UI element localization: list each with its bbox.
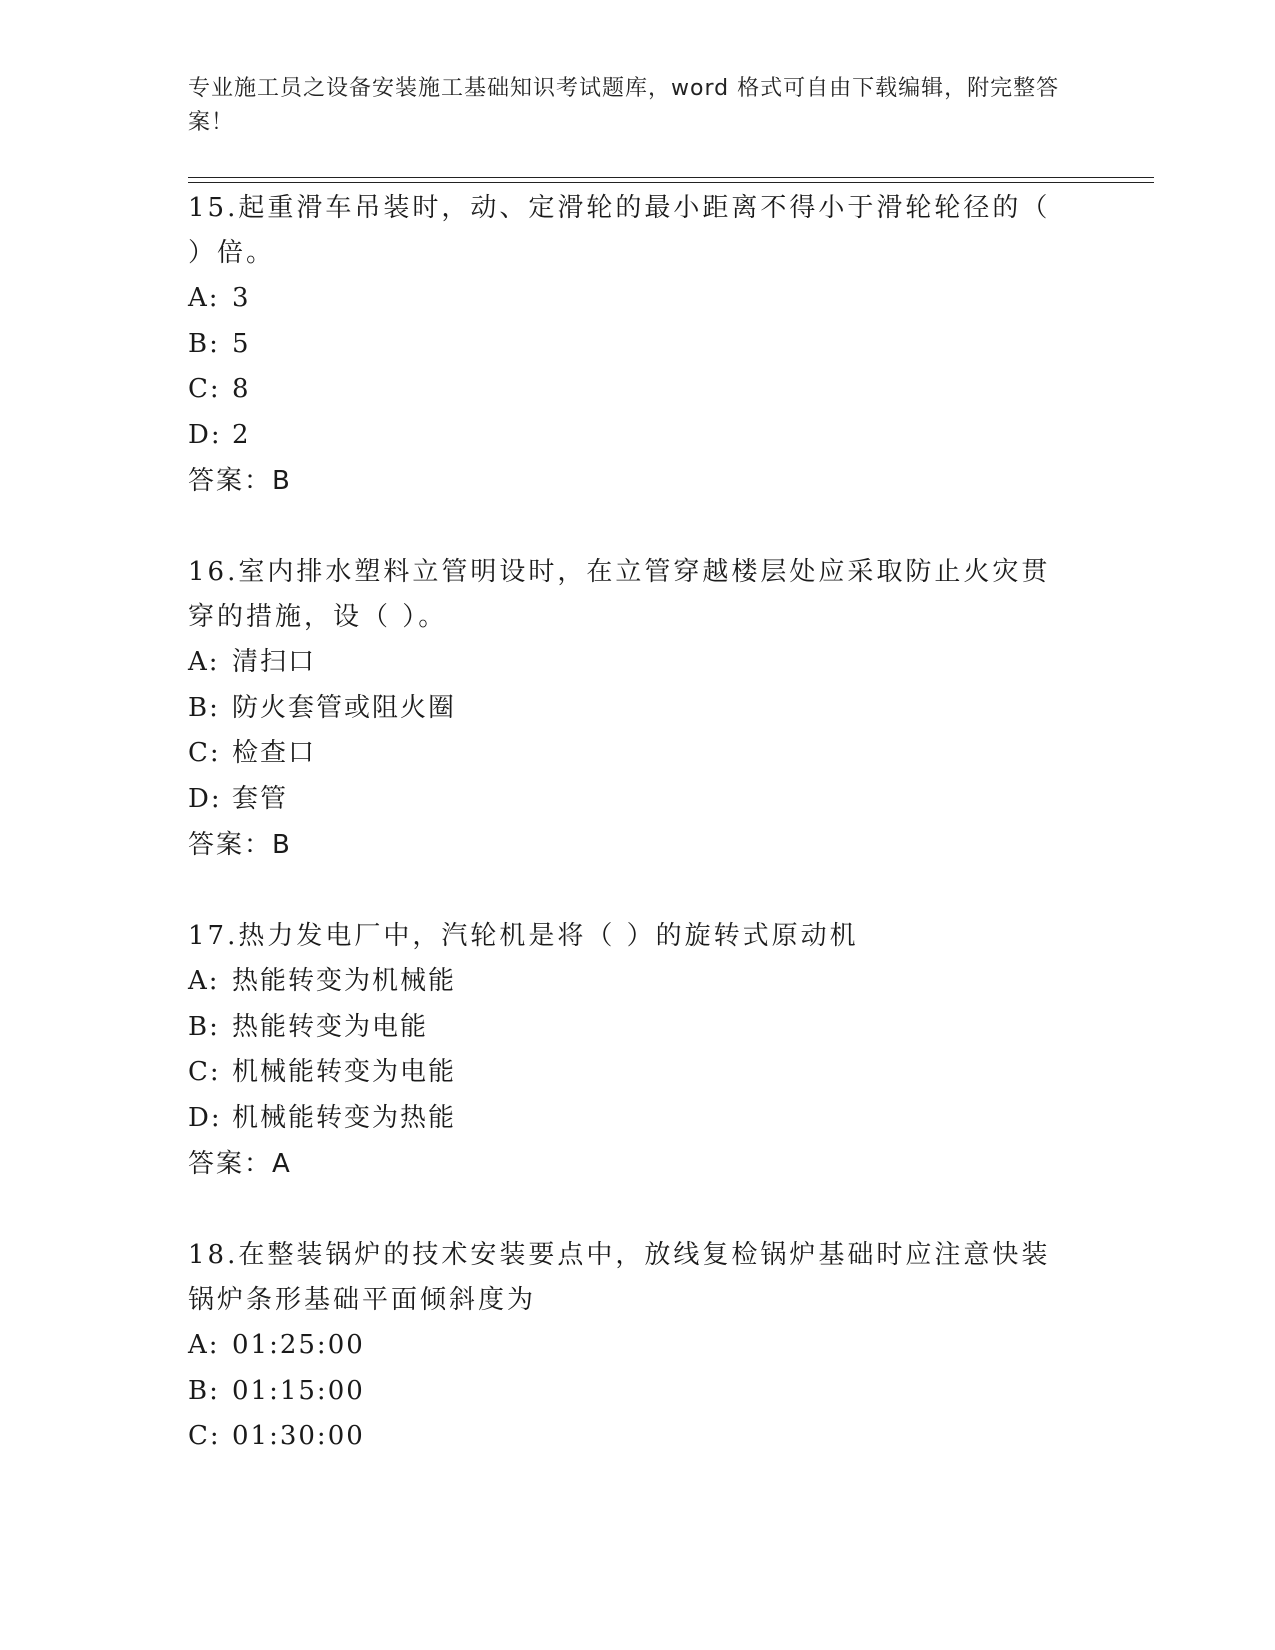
option-value: 01:30:00 (232, 1421, 365, 1451)
option-key: B: (188, 328, 220, 359)
question-15 (188, 186, 1088, 504)
option-c (188, 1050, 1088, 1096)
option-value: 检查口 (232, 738, 317, 768)
question-16 (188, 550, 1088, 868)
option-a (188, 1323, 1088, 1369)
option-key: C: (188, 738, 221, 768)
option-a (188, 959, 1088, 1005)
answer-text: 答案：B (188, 830, 292, 860)
question-list (188, 186, 1088, 1506)
question-text: 16.室内排水塑料立管明设时，在立管穿越楼层处应采取防止火灾贯穿的措施，设（ ）。 (188, 557, 1051, 632)
option-b (188, 322, 1088, 368)
option-value: 防火套管或阻火圈 (232, 692, 457, 723)
answer-text: 答案：B (188, 466, 292, 496)
option-value: 热能转变为机械能 (232, 966, 457, 996)
question-17 (188, 914, 1088, 1187)
option-value: 3 (232, 283, 251, 313)
option-key: B: (188, 1011, 220, 1042)
option-value: 01:25:00 (232, 1330, 365, 1360)
answer-text: 答案：A (188, 1149, 292, 1179)
option-key: B: (188, 692, 220, 723)
option-value: 5 (232, 328, 251, 359)
option-value: 机械能转变为热能 (232, 1102, 457, 1133)
option-c (188, 1414, 1088, 1460)
question-18 (188, 1233, 1088, 1460)
option-key: C: (188, 1421, 221, 1451)
option-d (188, 413, 1088, 459)
option-value: 2 (232, 419, 251, 450)
option-key: A: (188, 1330, 220, 1360)
option-a (188, 640, 1088, 686)
header-divider-bottom (188, 182, 1154, 183)
option-key: A: (188, 966, 220, 996)
option-value: 机械能转变为电能 (232, 1057, 457, 1087)
option-key: C: (188, 374, 221, 404)
option-value: 8 (232, 374, 251, 404)
option-b (188, 686, 1088, 732)
option-d (188, 1096, 1088, 1142)
option-key: B: (188, 1375, 220, 1406)
option-value: 热能转变为电能 (232, 1011, 429, 1042)
question-text: 17.热力发电厂中，汽轮机是将（ ）的旋转式原动机 (188, 921, 859, 951)
option-value: 01:15:00 (232, 1375, 365, 1406)
option-b (188, 1005, 1088, 1051)
option-c (188, 367, 1088, 413)
question-text: 15.起重滑车吊装时，动、定滑轮的最小距离不得小于滑轮轮径的（ ）倍。 (188, 193, 1051, 268)
option-key: A: (188, 647, 220, 677)
option-b (188, 1369, 1088, 1415)
option-key: A: (188, 283, 220, 313)
option-key: D: (188, 783, 222, 814)
option-a (188, 276, 1088, 322)
option-d (188, 777, 1088, 823)
option-value: 套管 (232, 783, 289, 814)
option-c (188, 731, 1088, 777)
option-key: D: (188, 419, 222, 450)
document-header: 专业施工员之设备安装施工基础知识考试题库，word 格式可自由下载编辑，附完整答案！ (188, 76, 1060, 135)
option-key: C: (188, 1057, 221, 1087)
question-text: 18.在整装锅炉的技术安装要点中，放线复检锅炉基础时应注意快装锅炉条形基础平面倾斜度为 (188, 1240, 1051, 1315)
header-divider-top (188, 177, 1154, 178)
option-value: 清扫口 (232, 647, 317, 677)
option-key: D: (188, 1102, 222, 1133)
